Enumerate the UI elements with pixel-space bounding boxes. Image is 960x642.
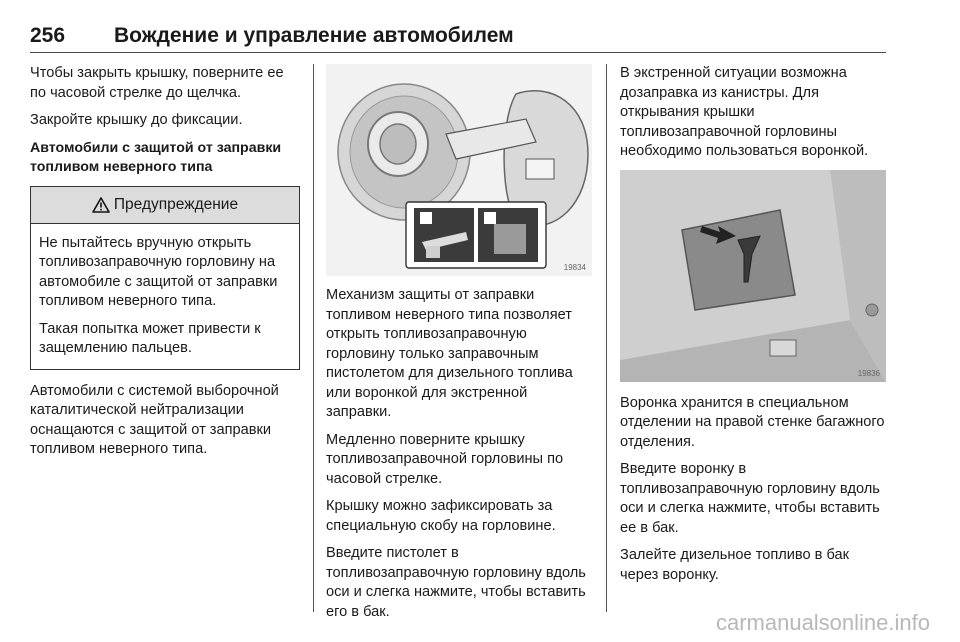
fuel-filler-illustration bbox=[326, 64, 592, 276]
warning-text: Не пытайтесь вручную открыть топливозаправочную горловину на автомобиле с защитой от заправки топливом неверного типа. bbox=[39, 234, 278, 309]
paragraph: Автомобили с системой выборочной каталитической нейтрализации оснащаются с защитой от заправки топливом неверного типа. bbox=[30, 382, 279, 457]
paragraph: Медленно поверните крышку топливозаправочной горловины по часовой стрелке. bbox=[326, 431, 564, 487]
paragraph: В экстренной ситуации возможна дозаправка из канистры. Для открывания крышки топливозаправочной горловины необходимо пользоваться воронкой. bbox=[620, 65, 869, 159]
paragraph: Механизм защиты от заправки топливом неверного типа позволяет открыть топливозаправочную горловину только заправочным пистолетом для дизельного топлива или воронкой для экстренной заправки. bbox=[326, 287, 573, 420]
watermark: carmanualsonline.info bbox=[715, 610, 930, 635]
warning-header bbox=[31, 187, 299, 224]
funnel-storage-drawing bbox=[620, 170, 886, 382]
warning-triangle-icon bbox=[92, 197, 110, 213]
fuel-filler-drawing bbox=[326, 64, 592, 276]
paragraph: Залейте дизельное топливо в бак через воронку. bbox=[620, 547, 849, 583]
column-left bbox=[30, 64, 300, 468]
paragraph: Воронка хранится в специальном отделении на правой стенке багажного отделения. bbox=[620, 394, 885, 450]
warning-body bbox=[31, 224, 299, 369]
paragraph: Чтобы закрыть крышку, поверните ее по часовой стрелке до щелчка. bbox=[30, 65, 284, 101]
warning-title: Предупреждение bbox=[113, 195, 239, 213]
figure-code: 19836 bbox=[857, 368, 880, 378]
warning-text: Такая попытка может привести к защемлению пальцев. bbox=[39, 320, 261, 356]
paragraph: Введите воронку в топливозаправочную горловину вдоль оси и слегка нажмите, чтобы вставить ее в бак. bbox=[620, 461, 880, 536]
column-middle bbox=[326, 64, 592, 630]
section-heading: Автомобили с защитой от заправки топливом неверного типа bbox=[30, 139, 282, 175]
funnel-storage-illustration bbox=[620, 170, 886, 382]
column-divider bbox=[606, 64, 607, 612]
figure-code: 19834 bbox=[563, 263, 586, 272]
page-title: Вождение и управление автомобилем bbox=[114, 24, 514, 47]
paragraph: Крышку можно зафиксировать за специальную скобу на горловине. bbox=[326, 498, 556, 534]
page-number: 256 bbox=[30, 24, 66, 47]
column-divider bbox=[313, 64, 314, 612]
page-header bbox=[30, 22, 886, 53]
column-right bbox=[620, 64, 886, 593]
paragraph: Закройте крышку до фиксации. bbox=[30, 112, 243, 128]
warning-box bbox=[30, 186, 300, 370]
paragraph: Введите пистолет в топливозаправочную горловину вдоль оси и слегка нажмите, чтобы вставить его в бак. bbox=[326, 545, 586, 620]
